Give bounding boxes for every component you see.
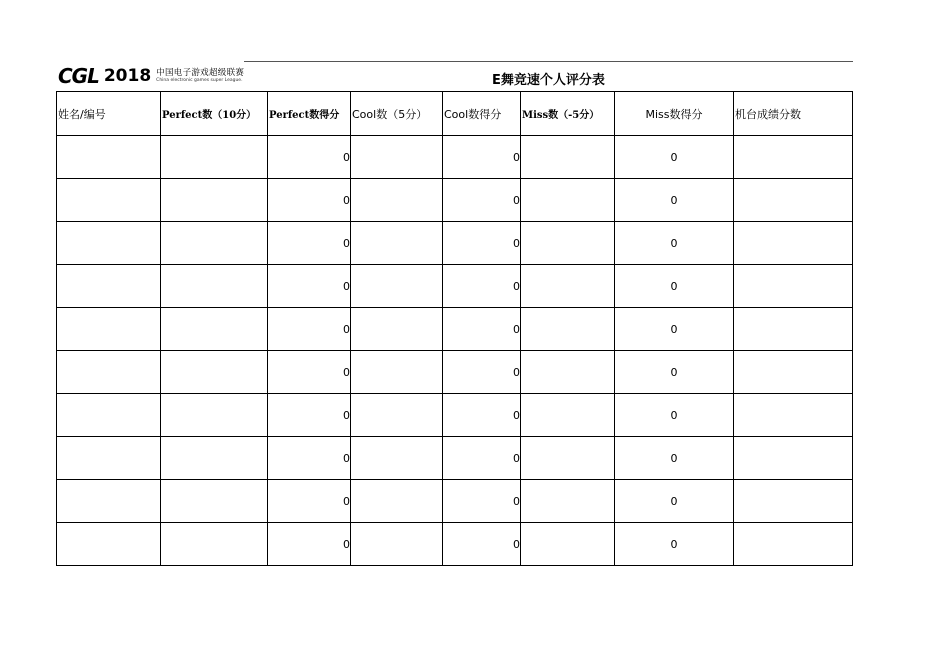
table-row bbox=[57, 523, 853, 566]
cell-perfect-count[interactable] bbox=[161, 222, 268, 265]
cell-machine-score[interactable] bbox=[734, 136, 853, 179]
header-divider bbox=[244, 61, 853, 62]
header-row bbox=[57, 92, 853, 136]
col-header-perfect-count: Perfect数（10分） bbox=[161, 92, 268, 136]
table-row bbox=[57, 265, 853, 308]
cell-perfect-score[interactable]: 0 bbox=[268, 351, 351, 394]
cell-name[interactable] bbox=[57, 308, 161, 351]
cell-miss-score[interactable]: 0 bbox=[615, 523, 734, 566]
col-header-name: 姓名/编号 bbox=[57, 92, 161, 136]
table-row bbox=[57, 394, 853, 437]
cell-perfect-count[interactable] bbox=[161, 480, 268, 523]
col-header-perfect-score: Perfect数得分 bbox=[268, 92, 351, 136]
cell-machine-score[interactable] bbox=[734, 308, 853, 351]
cell-cool-count[interactable] bbox=[351, 308, 443, 351]
cell-perfect-count[interactable] bbox=[161, 308, 268, 351]
cell-machine-score[interactable] bbox=[734, 480, 853, 523]
cell-cool-count[interactable] bbox=[351, 523, 443, 566]
logo-cn: 中国电子游戏超级联赛 bbox=[156, 67, 245, 78]
cell-perfect-score[interactable]: 0 bbox=[268, 265, 351, 308]
cell-miss-count[interactable] bbox=[521, 136, 615, 179]
table-row bbox=[57, 136, 853, 179]
cell-cool-score[interactable]: 0 bbox=[443, 351, 521, 394]
cell-cool-count[interactable] bbox=[351, 265, 443, 308]
cell-name[interactable] bbox=[57, 265, 161, 308]
cell-perfect-score[interactable]: 0 bbox=[268, 480, 351, 523]
cell-name[interactable] bbox=[57, 437, 161, 480]
logo-year: 2018 bbox=[103, 66, 152, 86]
cell-perfect-score[interactable]: 0 bbox=[268, 136, 351, 179]
cell-cool-count[interactable] bbox=[351, 394, 443, 437]
table-row bbox=[57, 437, 853, 480]
cell-miss-score[interactable]: 0 bbox=[615, 437, 734, 480]
cell-name[interactable] bbox=[57, 480, 161, 523]
cell-cool-score[interactable]: 0 bbox=[443, 222, 521, 265]
cell-miss-score[interactable]: 0 bbox=[615, 308, 734, 351]
cell-perfect-count[interactable] bbox=[161, 179, 268, 222]
cell-cool-count[interactable] bbox=[351, 136, 443, 179]
cell-cool-score[interactable]: 0 bbox=[443, 523, 521, 566]
cell-name[interactable] bbox=[57, 136, 161, 179]
cell-cool-score[interactable]: 0 bbox=[443, 437, 521, 480]
cell-perfect-count[interactable] bbox=[161, 523, 268, 566]
cell-miss-score[interactable]: 0 bbox=[615, 394, 734, 437]
logo-en: China electronic games super League. bbox=[156, 78, 243, 83]
logo-mark: CGL bbox=[58, 64, 99, 88]
cell-cool-count[interactable] bbox=[351, 222, 443, 265]
table-row bbox=[57, 308, 853, 351]
col-header-machine-score: 机台成绩分数 bbox=[734, 92, 853, 136]
cell-miss-score[interactable]: 0 bbox=[615, 351, 734, 394]
cell-cool-count[interactable] bbox=[351, 480, 443, 523]
page-title: E舞竞速个人评分表 bbox=[492, 73, 605, 88]
table-row bbox=[57, 222, 853, 265]
cell-miss-count[interactable] bbox=[521, 437, 615, 480]
cell-perfect-score[interactable]: 0 bbox=[268, 437, 351, 480]
cell-miss-score[interactable]: 0 bbox=[615, 265, 734, 308]
col-header-miss-score: Miss数得分 bbox=[615, 92, 734, 136]
cell-miss-count[interactable] bbox=[521, 265, 615, 308]
col-header-miss-count: Miss数（-5分） bbox=[521, 92, 615, 136]
cell-miss-count[interactable] bbox=[521, 308, 615, 351]
table-row bbox=[57, 179, 853, 222]
cell-miss-count[interactable] bbox=[521, 523, 615, 566]
cell-miss-count[interactable] bbox=[521, 179, 615, 222]
cell-cool-score[interactable]: 0 bbox=[443, 265, 521, 308]
cell-machine-score[interactable] bbox=[734, 179, 853, 222]
cell-machine-score[interactable] bbox=[734, 222, 853, 265]
cell-cool-score[interactable]: 0 bbox=[443, 136, 521, 179]
score-table bbox=[56, 91, 853, 566]
cell-miss-score[interactable]: 0 bbox=[615, 136, 734, 179]
cell-name[interactable] bbox=[57, 351, 161, 394]
cell-name[interactable] bbox=[57, 394, 161, 437]
cell-perfect-count[interactable] bbox=[161, 265, 268, 308]
col-header-cool-count: Cool数（5分） bbox=[351, 92, 443, 136]
cell-perfect-score[interactable]: 0 bbox=[268, 308, 351, 351]
cell-miss-count[interactable] bbox=[521, 351, 615, 394]
cell-name[interactable] bbox=[57, 523, 161, 566]
cell-machine-score[interactable] bbox=[734, 351, 853, 394]
cell-machine-score[interactable] bbox=[734, 437, 853, 480]
cell-cool-score[interactable]: 0 bbox=[443, 179, 521, 222]
cell-miss-score[interactable]: 0 bbox=[615, 222, 734, 265]
cell-perfect-score[interactable]: 0 bbox=[268, 179, 351, 222]
col-header-cool-score: Cool数得分 bbox=[443, 92, 521, 136]
cell-miss-count[interactable] bbox=[521, 394, 615, 437]
cell-machine-score[interactable] bbox=[734, 265, 853, 308]
cell-perfect-count[interactable] bbox=[161, 437, 268, 480]
cell-perfect-count[interactable] bbox=[161, 394, 268, 437]
cell-perfect-score[interactable]: 0 bbox=[268, 222, 351, 265]
cell-cool-score[interactable]: 0 bbox=[443, 308, 521, 351]
cell-perfect-count[interactable] bbox=[161, 136, 268, 179]
cell-miss-score[interactable]: 0 bbox=[615, 179, 734, 222]
cell-perfect-score[interactable]: 0 bbox=[268, 523, 351, 566]
table-body bbox=[57, 136, 853, 566]
cell-machine-score[interactable] bbox=[734, 523, 853, 566]
cell-machine-score[interactable] bbox=[734, 394, 853, 437]
cell-miss-count[interactable] bbox=[521, 480, 615, 523]
cell-cool-score[interactable]: 0 bbox=[443, 394, 521, 437]
cell-cool-count[interactable] bbox=[351, 179, 443, 222]
cell-cool-count[interactable] bbox=[351, 437, 443, 480]
table-row bbox=[57, 351, 853, 394]
cell-perfect-score[interactable]: 0 bbox=[268, 394, 351, 437]
cell-name[interactable] bbox=[57, 222, 161, 265]
table-row bbox=[57, 480, 853, 523]
cgl-logo bbox=[58, 64, 244, 88]
cell-name[interactable] bbox=[57, 179, 161, 222]
cell-cool-score[interactable]: 0 bbox=[443, 480, 521, 523]
cell-perfect-count[interactable] bbox=[161, 351, 268, 394]
cell-cool-count[interactable] bbox=[351, 351, 443, 394]
cell-miss-count[interactable] bbox=[521, 222, 615, 265]
logo-text bbox=[156, 69, 244, 84]
cell-miss-score[interactable]: 0 bbox=[615, 480, 734, 523]
